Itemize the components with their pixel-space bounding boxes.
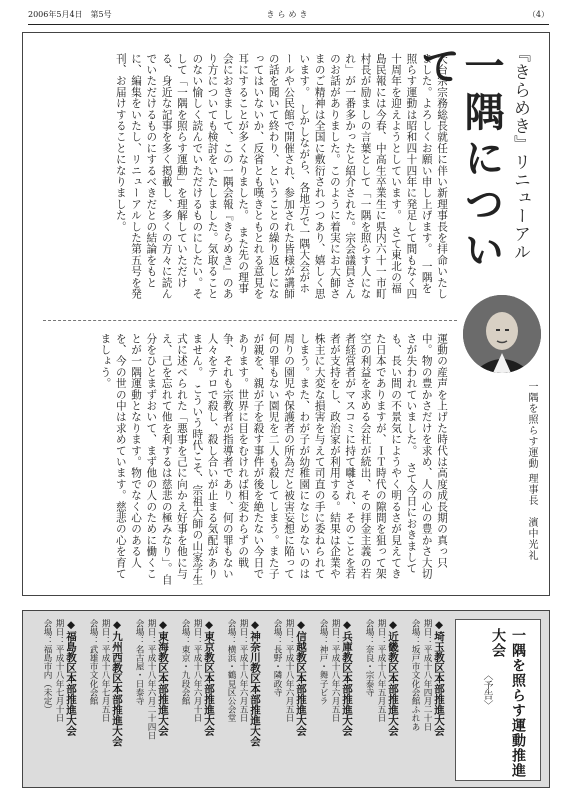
events-box	[22, 610, 550, 788]
header-rule	[28, 24, 549, 25]
event-item: ◆東京教区本部推進大会 期日：平成十八年六月十日 会場：東京・九段会館	[180, 619, 215, 736]
events-title: 一隅を照らす運動推進大会	[490, 628, 526, 778]
article-body-upper: 天台宗宗務総長就任に伴い新理事長を拝命いたしました。よろしくお願い申し上げます。 一隅を照らす運動は昭和四十四年に発足して間もなく四十周年を迎えようとしています。 さて東北の福島民報には今春、中高生卒業生に県内六十一市町村長が励ましの言葉として「一隅を照らす人になれ」が一番多かったと紹介された。宗会議員さんのお話がありました。このように着実にお大師さまのご精神は全国に敷衍されつつあり、嬉しく思います。 しかしながら、各地方で一隅大会がホールや公民館で開催され、参加された皆様が講師の話を聞いて終わり、ということの繰り返しになってはいないか、反省とも嘆きともとれる意見を耳にすることが多くなりました。 また先の理事会におきまして、この一隅会報『きらめき』のあり方についても検討をいたしました。気取ることのない愉しく読んでいただけるものにしたい。そして「一隅を照らす運動」を理解していただける、身近な記事を多く掲載し、多くの方々に読んでいただけるものにするべきだとの結論をもとに、編集をいたし、リニューアルした第五号を発刊、お届けすることになりました。	[114, 53, 448, 300]
event-item: ◆神奈川教区本部推進大会 期日：平成十八年六月五日 会場：横浜・鶴見区公会堂	[226, 619, 261, 747]
title-subheading: 『きらめき』リニューアル	[510, 45, 530, 261]
page-header	[28, 8, 549, 22]
events-title-box	[455, 619, 541, 781]
page-number: （4）	[527, 10, 549, 19]
title-heading: 一隅について	[414, 45, 504, 275]
newsletter-title: きらめき	[266, 10, 311, 19]
event-item: ◆福島教区本部推進大会 期日：平成十八年七月十日 会場：福島市内（未定）	[42, 619, 77, 736]
issue-date: 2006年5月4日 第5号	[28, 10, 112, 19]
event-item: ◆東海教区本部推進大会 期日：平成十八年六月二十四日 会場：名古屋・日泰寺	[134, 619, 169, 740]
event-item: ◆信越教区本部推進大会 期日：平成十八年六月五日 会場：長野・隣政寺	[272, 619, 307, 736]
article-body-lower: 運動の産声を上げた時代は高度成長期の真っ只中。物の豊かさだけを求め、人の心の豊かさ大切さが失われていました。 さて今日におきましても、長い間の不景気にようやく明るさが見えてきた日本でありますが、ＩＴ時代の隙間を狙って架空の利益を求める会社が続出、その拝金主義の若者経営者がマスコミに持て囃され、そのことを若者が支持をし、政治家が利用する。結果は企業や株主に大変な損害を与えて司直の手に委ねられてしまう。また、わが子が幼稚園になじめないのは周りの園児や保護者の所為だと被害妄想に陥って何の罪もない園児を二人も殺してしまう。また子が親を、親が子を殺す事件が後を絶たない今日であります。世界に目をむければ相変わらずの戦争、それも宗教者が指導者であり、何の罪もない人々をテロで殺し、殺し合いが止まる気配がありません。 こういう時代こそ、宗祖大師の山家学生式に述べられた「悪事を己に向かえ好事を他に与え、己を忘れて他を利するは慈悲の極みなり」。自分をひとまずおいて、まず他の人のために働くことが一隅運動となります。物でなく心のある人を、今の世の中は求めています。慈悲の心を育てましょう。	[99, 333, 448, 586]
events-list	[33, 619, 445, 779]
event-item: ◆兵庫教区本部推進大会 期日：平成十八年六月五日 会場：神戸・舞子ビラ	[318, 619, 353, 736]
article-box	[22, 32, 550, 596]
event-item: ◆埼玉教区本部推進大会 期日：平成十八年四月二十日 会場：坂戸市文化会館ふれあ	[410, 619, 445, 736]
events-subtitle: 〈予告〉	[481, 670, 492, 710]
event-item: ◆近畿教区本部推進大会 期日：平成十八年五月五日 会場：奈良・宗泰寺	[364, 619, 399, 736]
author-byline: 一隅を照らす運動 理事長 濱中光礼	[526, 381, 537, 562]
article-title	[414, 45, 539, 285]
column-divider	[43, 320, 457, 321]
author-portrait	[463, 295, 541, 373]
event-item: ◆九州西教区本部推進大会 期日：平成十八年七月五日 会場：武雄市文化会館	[88, 619, 123, 747]
